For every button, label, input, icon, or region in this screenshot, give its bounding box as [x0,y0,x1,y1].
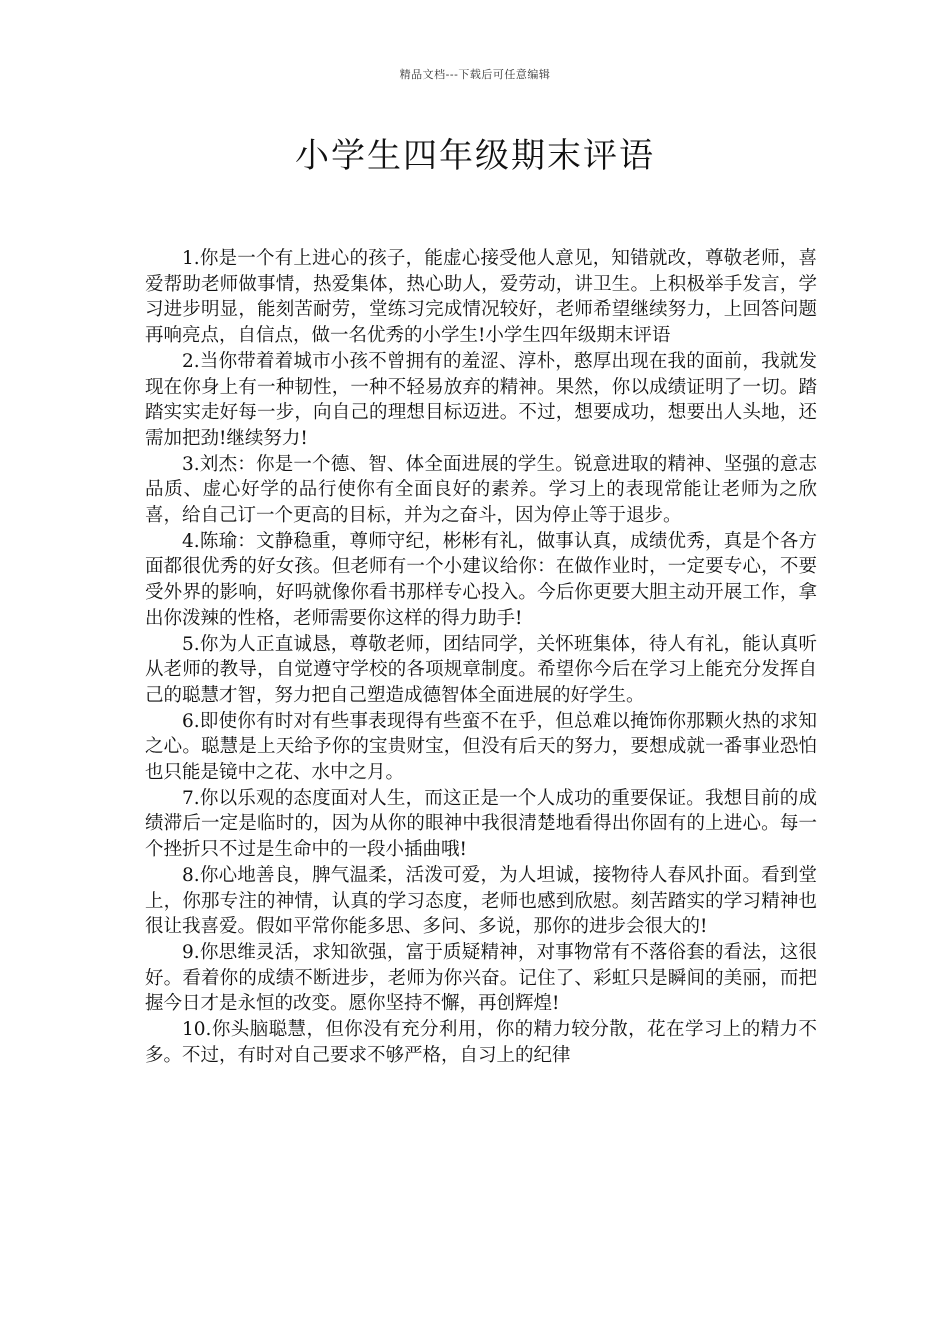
paragraph-5: 5.你为人正直诚恳，尊敬老师，团结同学，关怀班集体，待人有礼，能认真听从老师的教导，自觉遵守学校的各项规章制度。希望你今后在学习上能充分发挥自己的聪慧才智，努力把自己塑造成德智体全面进展的好学生。 [145,633,817,706]
paragraph-8: 8.你心地善良，脾气温柔，活泼可爱，为人坦诚，接物待人春风扑面。看到堂上，你那专注的神情，认真的学习态度，老师也感到欣慰。刻苦踏实的学习精神也很让我喜爱。假如平常你能多思、多问、多说，那你的进步会很大的! [145,864,817,938]
document-body [145,246,817,1069]
header-note: 精品文档---下载后可任意编辑 [399,68,551,81]
paragraph-10: 10.你头脑聪慧，但你没有充分利用，你的精力较分散，花在学习上的精力不多。不过，有时对自己要求不够严格，自习上的纪律 [145,1019,817,1066]
document-title: 小学生四年级期末评语 [295,136,655,176]
paragraph-2: 2.当你带着着城市小孩不曾拥有的羞涩、淳朴，憨厚出现在我的面前，我就发现在你身上有一种韧性，一种不轻易放弃的精神。果然，你以成绩证明了一切。踏踏实实走好每一步，向自己的理想目标迈进。不过，想要成功，想要出人头地，还需加把劲!继续努力! [145,350,817,449]
paragraph-4: 4.陈瑜：文静稳重，尊师守纪，彬彬有礼，做事认真，成绩优秀，真是个各方面都很优秀的好女孩。但老师有一个小建议给你：在做作业时，一定要专心，不要受外界的影响，好吗就像你看书那样专心投入。今后你更要大胆主动开展工作，拿出你泼辣的性格，老师需要你这样的得力助手! [145,530,817,629]
paragraph-3: 3.刘杰：你是一个德、智、体全面进展的学生。锐意进取的精神、坚强的意志品质、虚心好学的品行使你有全面良好的素养。学习上的表现常能让老师为之欣喜，给自己订一个更高的目标，并为之奋斗，因为停止等于退步。 [145,453,817,527]
paragraph-1: 1.你是一个有上进心的孩子，能虚心接受他人意见，知错就改，尊敬老师，喜爱帮助老师做事情，热爱集体，热心助人，爱劳动，讲卫生。上积极举手发言，学习进步明显，能刻苦耐劳，堂练习完成情况较好，老师希望继续努力，上回答问题再响亮点，自信点，做一名优秀的小学生!小学生四年级期末评语 [145,248,817,347]
paragraph-9: 9.你思维灵活，求知欲强，富于质疑精神，对事物常有不落俗套的看法，这很好。看着你的成绩不断进步，老师为你兴奋。记住了、彩虹只是瞬间的美丽，而把握今日才是永恒的改变。愿你坚持不懈，再创辉煌! [145,941,817,1015]
paragraph-7: 7.你以乐观的态度面对人生，而这正是一个人成功的重要保证。我想目前的成绩滞后一定是临时的，因为从你的眼神中我很清楚地看得出你固有的上进心。每一个挫折只不过是生命中的一段小插曲哦! [145,787,817,861]
paragraph-6: 6.即使你有时对有些事表现得有些蛮不在乎，但总难以掩饰你那颗火热的求知之心。聪慧是上天给予你的宝贵财宝，但没有后天的努力，要想成就一番事业恐怕也只能是镜中之花、水中之月。 [145,710,817,784]
